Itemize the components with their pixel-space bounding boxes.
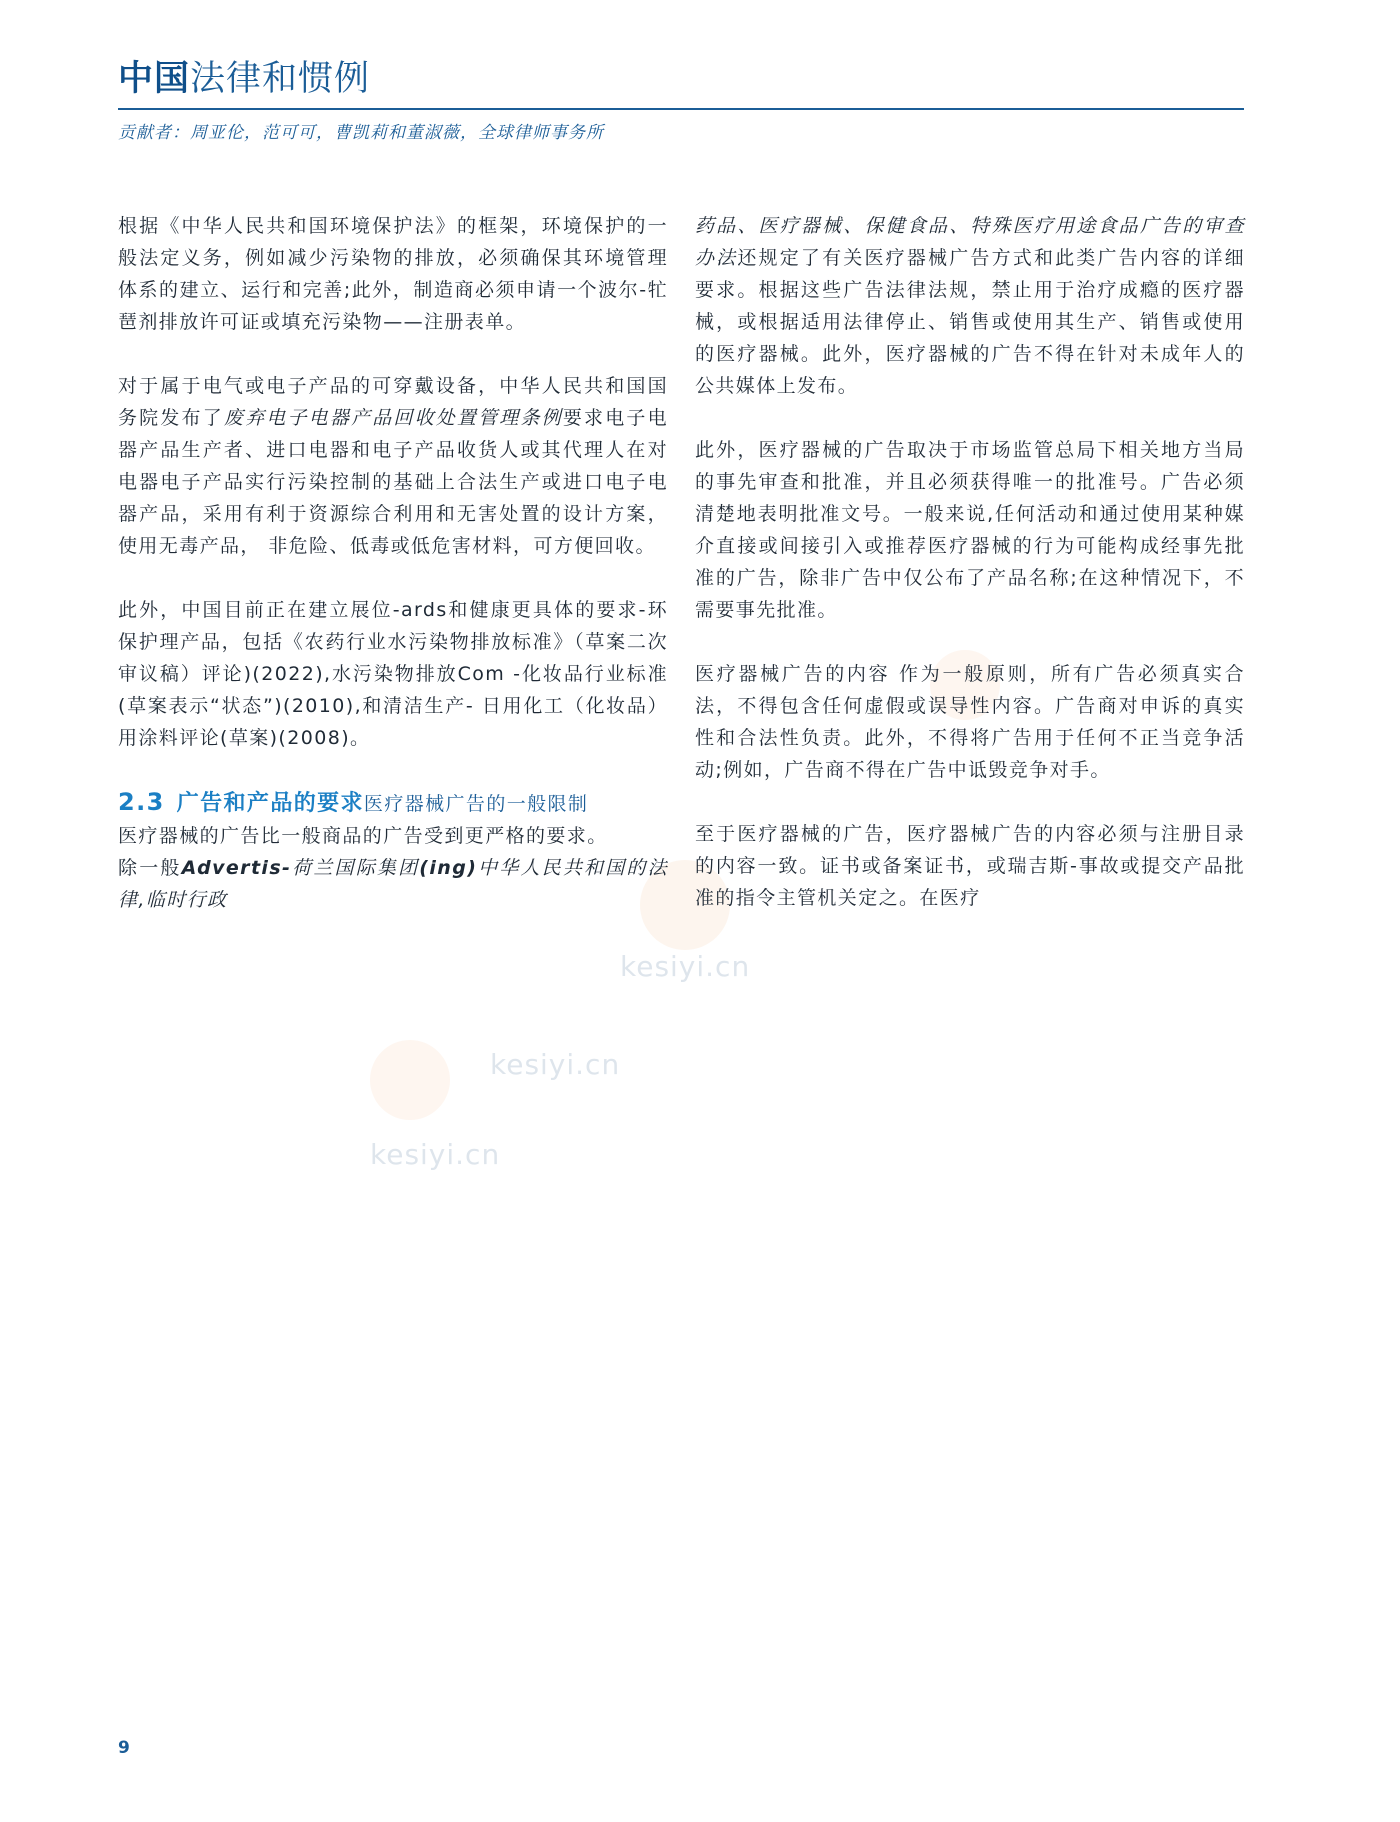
watermark: kesiyi.cn xyxy=(370,1138,501,1171)
left-column xyxy=(118,210,668,916)
text-run: 还规定了有关医疗器械广告方式和此类广告内容的详细要求。根据这些广告法律法规，禁止用于治疗成瘾的医疗器械，或根据适用法律停止、销售或使用其生产、销售或使用的医疗器械。此外，医疗器械的广告不得在针对未成年人的公共媒体上发布。 xyxy=(695,247,1245,397)
page-number: 9 xyxy=(118,1738,130,1758)
italic-text: 荷兰国际集团 xyxy=(291,857,420,879)
section-number: 2.3 xyxy=(118,788,165,816)
watermark: kesiyi.cn xyxy=(490,1048,621,1081)
italic-title: 废弃电子电器产品回收处置管理条例 xyxy=(223,407,563,429)
paragraph: 根据《中华人民共和国环境保护法》的框架，环境保护的一般法定义务，例如减少污染物的排放，必须确保其环境管理体系的建立、运行和完善;此外，制造商必须申请一个波尔-牤琶剂排放许可证或填充污染物——注册表单。 xyxy=(118,215,668,333)
text-run: (ing) xyxy=(419,857,478,879)
contributors: 贡献者：周亚伦，范可可，曹凯莉和董淑薇，全球律师事务所 xyxy=(118,123,604,143)
text-run: 除一般 xyxy=(118,857,182,879)
text-run: Advertis- xyxy=(181,857,292,879)
paragraph: 此外，中国目前正在建立展位-ards和健康更具体的要求-环保护理产品，包括《农药行业水污染物排放标准》（草案二次审议稿）评论)(2022),水污染物排放Com -化妆品行业标准(草案表示“状态”)(2010),和清洁生产- 日用化工（化妆品）用涂料评论(草案)(2008)。 xyxy=(118,599,668,749)
watermark-figure xyxy=(370,1040,450,1120)
watermark: kesiyi.cn xyxy=(620,950,751,983)
header-rule xyxy=(118,108,1244,110)
italic-text: 中华人民共和国的法律,临时行政 xyxy=(118,857,669,911)
paragraph: 至于医疗器械的广告，医疗器械广告的内容必须与注册目录的内容一致。证书或备案证书，或瑞吉斯-事故或提交产品批准的指令主管机关定之。在医疗 xyxy=(695,823,1245,909)
title-rest: 法律和惯例 xyxy=(190,59,371,99)
section-title: 广告和产品的要求 xyxy=(176,791,364,816)
paragraph: 医疗器械广告的内容 作为一般原则，所有广告必须真实合法，不得包含任何虚假或误导性内容。广告商对申诉的真实性和合法性负责。此外，不得将广告用于任何不正当竞争活动;例如，广告商不得在广告中诋毁竞争对手。 xyxy=(695,663,1245,781)
section-subtitle: 医疗器械广告的一般限制 xyxy=(363,793,589,815)
section-heading xyxy=(118,786,668,820)
right-column xyxy=(695,210,1245,946)
paragraph: 医疗器械的广告比一般商品的广告受到更严格的要求。 xyxy=(118,825,608,847)
paragraph: 此外，医疗器械的广告取决于市场监管总局下相关地方当局的事先审查和批准，并且必须获得唯一的批准号。广告必须清楚地表明批准文号。一般来说,任何活动和通过使用某种媒介直接或间接引入或推荐医疗器械的行为可能构成经事先批准的广告，除非广告中仅公布了产品名称;在这种情况下，不需要事先批准。 xyxy=(695,439,1245,621)
title-bold: 中国 xyxy=(118,59,191,99)
italic-title: 药品、医疗器械、保健食品、特殊医疗用途食品广告的审查办法 xyxy=(695,215,1245,269)
paragraph xyxy=(118,370,668,562)
text-run: 对于属于电气或电子产品的可穿戴设备，中华人民共和国国务院发布了 xyxy=(118,375,668,429)
paragraph xyxy=(695,210,1245,402)
paragraph xyxy=(118,852,668,916)
text-run: 要求电子电器产品生产者、进口电器和电子产品收货人或其代理人在对电器电子产品实行污染控制的基础上合法生产或进口电子电器产品，采用有利于资源综合利用和无害处置的设计方案，使用无毒产品， 非危险、低毒或低危害材料，可方便回收。 xyxy=(118,407,668,557)
page-header xyxy=(118,56,1244,143)
page-title xyxy=(118,56,1244,102)
